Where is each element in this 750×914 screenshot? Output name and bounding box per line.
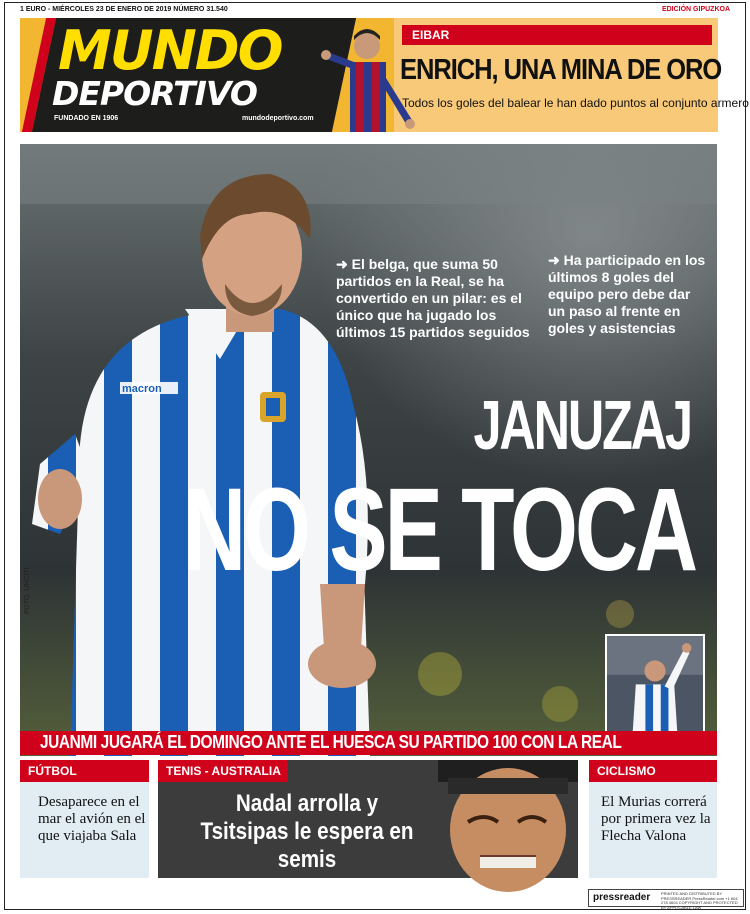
founded-label: FUNDADO EN 1906 xyxy=(54,115,119,122)
issue-info: 1 EURO - MIÉRCOLES 23 DE ENERO DE 2019 NÚMERO 31.540 xyxy=(20,6,228,13)
topline xyxy=(20,6,730,16)
futbol-tag: FÚTBOL xyxy=(20,760,149,782)
hero-title-main: NO SE TOCA xyxy=(182,464,695,596)
eibar-section-tag: EIBAR xyxy=(402,25,712,45)
pressreader-badge[interactable] xyxy=(588,889,744,910)
website-url: mundodeportivo.com xyxy=(242,115,314,122)
futbol-text: Desaparece en el mar el avión en el que viajaba Sala xyxy=(38,794,146,844)
futbol-box[interactable] xyxy=(20,760,149,878)
nadal-photo xyxy=(428,760,578,878)
ciclismo-box[interactable] xyxy=(589,760,717,878)
logo-mundo: MUNDO xyxy=(58,19,282,82)
tenis-headline: Nadal arrolla y Tsitsipas le espera en semis xyxy=(200,790,414,873)
tenis-tag: TENIS - AUSTRALIA xyxy=(158,760,288,782)
ciclismo-tag: CICLISMO xyxy=(589,760,717,782)
edition-label: EDICIÓN GIPUZKOA xyxy=(661,6,730,13)
juanmi-banner[interactable] xyxy=(20,731,717,755)
hero-story[interactable] xyxy=(20,144,717,756)
ciclismo-text: El Murias correrá por primera vez la Flecha Valona xyxy=(601,794,711,844)
shirt-brand: macron xyxy=(122,383,162,395)
banner-text: JUANMI JUGARÁ EL DOMINGO ANTE EL HUESCA SU PARTIDO 100 CON LA REAL xyxy=(40,732,622,752)
masthead xyxy=(20,18,749,132)
logo-deportivo: DEPORTIVO xyxy=(52,74,257,113)
photo-credit: FOTO: UNCITI xyxy=(24,567,31,614)
hero-bullet-2: ➜ Ha participado en los últimos 8 goles del equipo pero debe dar un paso al frente en goles y asistencias xyxy=(548,252,706,336)
tenis-box[interactable] xyxy=(158,760,578,878)
eibar-subtitle: Todos los goles del balear le han dado puntos al conjunto armero xyxy=(402,96,749,110)
hero-bullet-1: ➜ El belga, que suma 50 partidos en la Real, se ha convertido en un pilar: es el único que ha jugado los últimos 15 partidos seguidos xyxy=(336,256,530,340)
pressreader-logo: pressreader xyxy=(593,892,651,903)
hero-title-name: JANUZAJ xyxy=(473,386,691,464)
eibar-headline[interactable]: ENRICH, UNA MINA DE ORO xyxy=(400,54,722,86)
pressreader-note: PRINTED AND DISTRIBUTED BY PRESSREADER PressReader.com +1 604 278 4604 COPYRIGHT AND PROTECTED BY APPLICABLE LAW xyxy=(661,891,738,910)
